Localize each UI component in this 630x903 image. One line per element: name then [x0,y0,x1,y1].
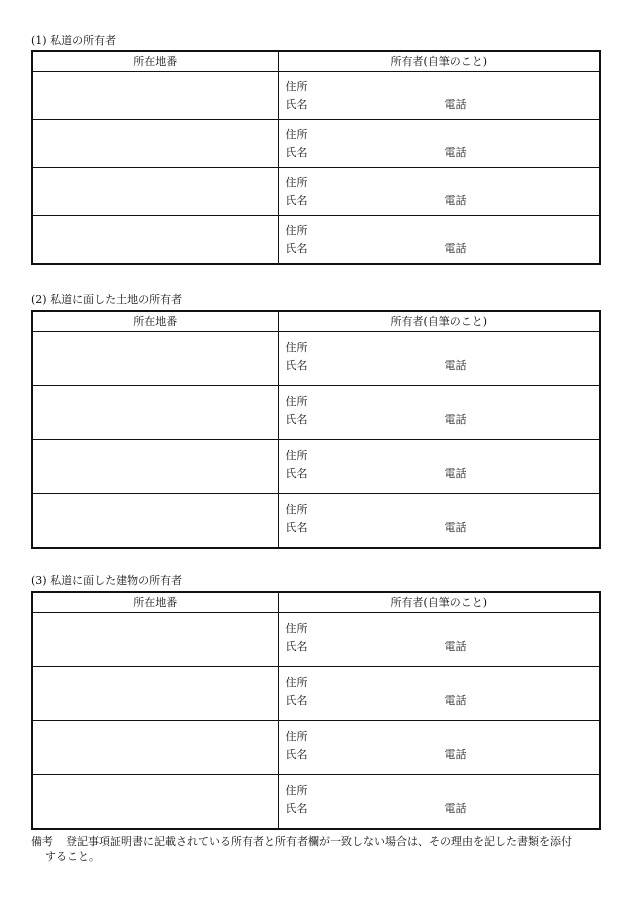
address-label: 住所 [285,176,308,189]
owner-cell[interactable] [278,494,600,548]
address-label: 住所 [285,395,308,408]
remarks-line-2: すること。 [45,850,100,863]
column-header-owner: 所有者(自筆のこと) [278,592,600,613]
lot-number-cell[interactable] [32,332,278,386]
address-label: 住所 [285,341,308,354]
remarks-line-1: 登記事項証明書に記載されている所有者と所有者欄が一致しない場合は、その理由を記した書類を添付 [66,835,572,848]
name-label: 氏名 [285,802,308,815]
owner-cell[interactable] [278,72,600,120]
table-row [32,721,600,775]
column-header-lot: 所在地番 [32,51,278,72]
table-row [32,440,600,494]
name-label: 氏名 [285,748,308,761]
section-title: (2) 私道に面した土地の所有者 [31,293,183,306]
owner-cell[interactable] [278,168,600,216]
owner-cell[interactable] [278,667,600,721]
name-label: 氏名 [285,694,308,707]
address-label: 住所 [285,676,308,689]
owner-cell[interactable] [278,440,600,494]
table-row [32,216,600,264]
table-row [32,120,600,168]
table-row [32,168,600,216]
tel-label: 電話 [444,802,467,815]
table-header-row [32,51,600,72]
table-row [32,775,600,829]
name-label: 氏名 [285,242,308,255]
lot-number-cell[interactable] [32,168,278,216]
address-label: 住所 [285,784,308,797]
address-label: 住所 [285,730,308,743]
owner-cell[interactable] [278,216,600,264]
name-label: 氏名 [285,194,308,207]
owner-cell[interactable] [278,613,600,667]
lot-number-cell[interactable] [32,386,278,440]
tel-label: 電話 [444,640,467,653]
column-header-lot: 所在地番 [32,592,278,613]
lot-number-cell[interactable] [32,775,278,829]
remarks-text [45,834,606,864]
table-row [32,494,600,548]
table-row [32,667,600,721]
name-label: 氏名 [285,467,308,480]
name-label: 氏名 [285,146,308,159]
owner-cell[interactable] [278,332,600,386]
name-label: 氏名 [285,640,308,653]
owners-table [31,591,601,830]
name-label: 氏名 [285,413,308,426]
owner-cell[interactable] [278,386,600,440]
table-row [32,613,600,667]
column-header-owner: 所有者(自筆のこと) [278,311,600,332]
owner-cell[interactable] [278,775,600,829]
section-title: (1) 私道の所有者 [31,34,117,47]
column-header-lot: 所在地番 [32,311,278,332]
address-label: 住所 [285,224,308,237]
tel-label: 電話 [444,359,467,372]
name-label: 氏名 [285,98,308,111]
tel-label: 電話 [444,467,467,480]
table-row [32,72,600,120]
owners-table [31,50,601,265]
table-row [32,386,600,440]
lot-number-cell[interactable] [32,72,278,120]
tel-label: 電話 [444,146,467,159]
name-label: 氏名 [285,521,308,534]
lot-number-cell[interactable] [32,440,278,494]
tel-label: 電話 [444,413,467,426]
lot-number-cell[interactable] [32,120,278,168]
tel-label: 電話 [444,748,467,761]
address-label: 住所 [285,503,308,516]
name-label: 氏名 [285,359,308,372]
tel-label: 電話 [444,694,467,707]
tel-label: 電話 [444,98,467,111]
lot-number-cell[interactable] [32,667,278,721]
lot-number-cell[interactable] [32,721,278,775]
address-label: 住所 [285,128,308,141]
table-header-row [32,592,600,613]
table-header-row [32,311,600,332]
address-label: 住所 [285,449,308,462]
remarks-label: 備考 [31,835,53,848]
lot-number-cell[interactable] [32,216,278,264]
lot-number-cell[interactable] [32,613,278,667]
address-label: 住所 [285,80,308,93]
tel-label: 電話 [444,521,467,534]
owner-cell[interactable] [278,721,600,775]
lot-number-cell[interactable] [32,494,278,548]
column-header-owner: 所有者(自筆のこと) [278,51,600,72]
section-title: (3) 私道に面した建物の所有者 [31,574,183,587]
owners-table [31,310,601,549]
tel-label: 電話 [444,242,467,255]
owner-cell[interactable] [278,120,600,168]
address-label: 住所 [285,622,308,635]
table-row [32,332,600,386]
tel-label: 電話 [444,194,467,207]
